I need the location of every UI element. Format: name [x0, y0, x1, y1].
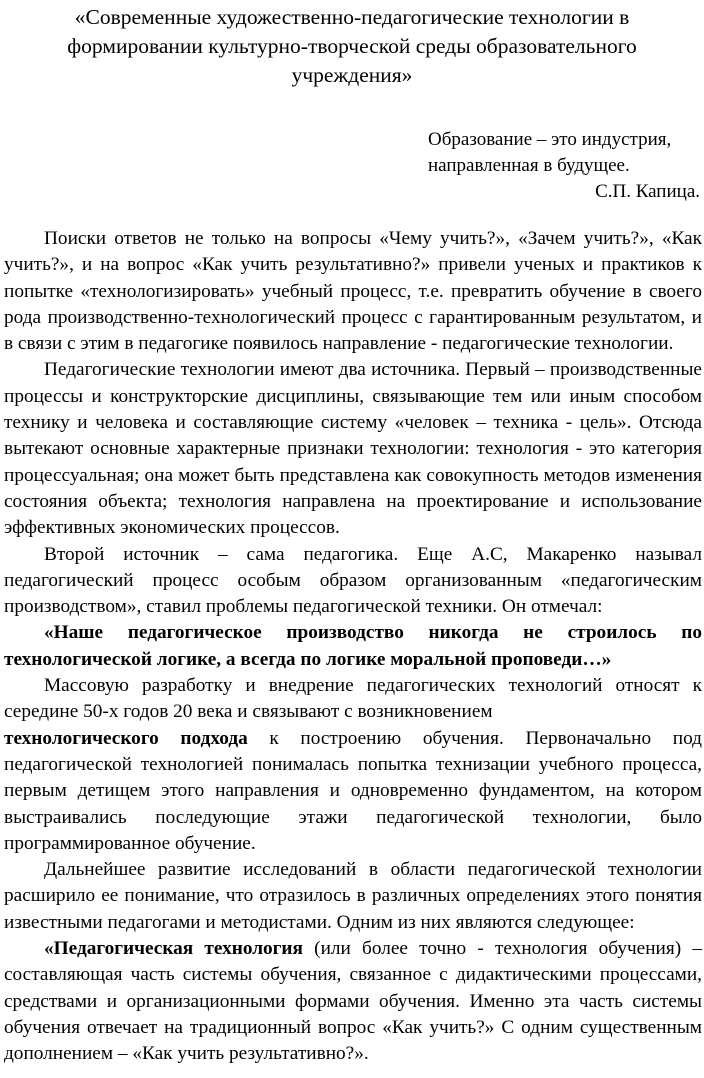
paragraph-2: Педагогические технологии имеют два источника. Первый – производственные процессы и конструкторские дисциплины, связывающие тем или иным способом технику и человека и составляющие систему «человек – техника - цель». Отсюда вытекают основные характерные признаки технологии: технология - это категория процессуальная; она может быть представлена как совокупность методов изменения состояния объекта; технология направлена на проектирование и использование эффективных экономических процессов. [4, 359, 702, 539]
document-title: «Современные художественно-педагогические технологии в формировании культурно-творческой среды образовательного учреждения» [67, 5, 637, 87]
epigraph [428, 127, 700, 205]
epigraph-line-1: Образование – это индустрия, [428, 129, 672, 150]
paragraph-7-bold-term: «Педагогическая технология [44, 938, 303, 960]
epigraph-line-2: направленная в будущее. [428, 155, 630, 176]
paragraph-6: Дальнейшее развитие исследований в области педагогической технологии расширило ее понимание, что отразилось в различных определениях этого понятия известными педагогами и методистами. Одним из них являются следующее: [4, 859, 702, 933]
paragraph-7 [4, 936, 702, 1067]
paragraph-5 [4, 673, 702, 857]
epigraph-author: С.П. Капица. [595, 181, 700, 202]
makarenko-quote: «Наше педагогическое производство никогда не строилось по технологической логике, а всегда по логике моральной проповеди…» [4, 622, 702, 670]
paragraph-7-rest: (или более точно - технология обучения) – составляющая часть системы обучения, связанное с дидактическими процессами, средствами и организационными формами обучения. Именно эта часть системы обучения отвечает на традиционный вопрос «Как учить?» С одним существенным дополнением – «Как учить результативно?». [4, 938, 702, 1065]
paragraph-5-bold-term: технологического подхода [4, 727, 248, 749]
paragraph-1: Поиски ответов не только на вопросы «Чему учить?», «Зачем учить?», «Как учить?», и на вопрос «Как учить результативно?» привели ученых и практиков к попытке «технологизировать» учебный процесс, т.е. превратить обучение в своего рода производственно-технологический процесс с гарантированным результатом, и в связи с этим в педагогике появилось направление - педагогические технологии. [4, 228, 702, 355]
paragraph-3: Второй источник – сама педагогика. Еще А.С, Макаренко называл педагогический процесс особым образом организованным «педагогическим производством», ставил проблемы педагогической техники. Он отмечал: [4, 543, 702, 618]
document-body [4, 226, 702, 1068]
paragraph-5-end: к построению обучения. Первоначально под педагогической технологией понималась попытка технизации учебного процесса, первым детищем этого направления и одновременно фундаментом, на котором выстраивались последующие этажи педагогической технологии, было программированное обучение. [4, 727, 702, 854]
paragraph-5-start: Массовую разработку и внедрение педагогических технологий относят к середине 50-х годов 20 века и связывают с возникновением [4, 675, 702, 723]
